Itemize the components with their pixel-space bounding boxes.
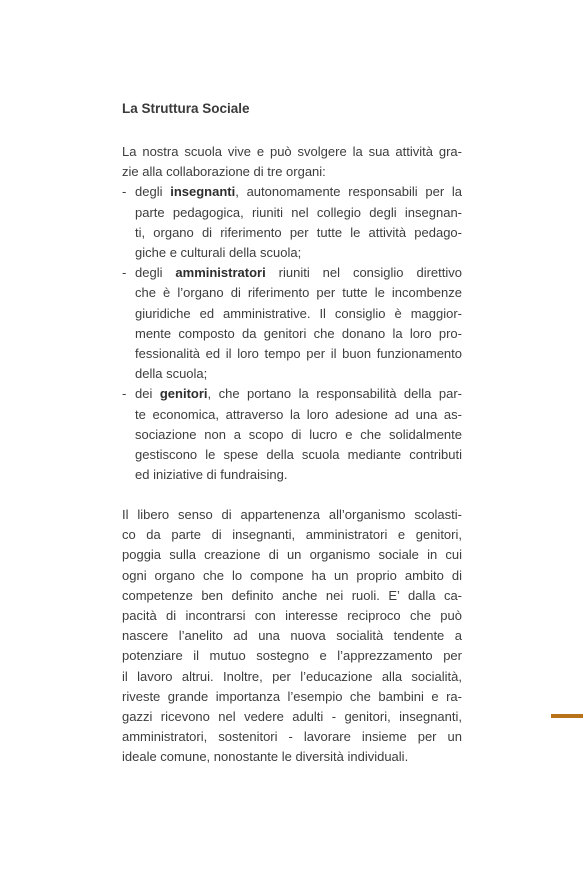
- bullet-text: ti, organo di riferimento per tutte le attività pedago-: [135, 224, 462, 240]
- bullet-line: [135, 324, 462, 344]
- paragraph-line: competenze ben definito anche nei ruoli. E’ dalla ca-: [122, 587, 462, 603]
- bullet-bold-term: amministratori: [175, 265, 266, 281]
- bullet-marker: -: [122, 386, 127, 402]
- intro-line: zie alla collaborazione di tre organi:: [122, 164, 326, 180]
- bullet-text: , autonomamente responsabili per la: [235, 184, 462, 200]
- bullet-text: gestiscono le spese della scuola mediante contributi: [135, 447, 462, 462]
- bullet-text: degli: [135, 265, 176, 281]
- bullet-line: [135, 203, 462, 223]
- bullet-text: giche e culturali della scuola;: [135, 245, 302, 260]
- bullet-text: sociazione non a scopo di lucro e che solidalmente: [135, 426, 462, 442]
- paragraph-line: poggia sulla creazione di un organismo sociale in cui: [122, 547, 462, 563]
- accent-bar: [551, 714, 583, 718]
- bullet-line: [135, 182, 462, 202]
- paragraph-line: pacità di incontrarsi con interesse reciproco che può: [122, 608, 462, 623]
- bullet-text: fessionalità ed il loro tempo per il buon funzionamento: [135, 346, 462, 361]
- bullet-marker: -: [122, 265, 127, 281]
- paragraph-line: potenziare il mutuo sostegno e l’apprezzamento per: [122, 648, 462, 664]
- bullet-bold-term: genitori: [159, 386, 208, 402]
- bullet-line: [135, 243, 462, 263]
- bullet-line: [135, 425, 462, 445]
- paragraph-line: amministratori, sostenitori - lavorare insieme per un: [122, 729, 462, 745]
- bullet-text: te economica, attraverso la loro adesione ad una as-: [135, 406, 462, 422]
- bullet-line: [135, 344, 462, 364]
- bullet-text: che è l’organo di riferimento per tutte le incombenze: [135, 285, 462, 301]
- bullet-line: [135, 223, 462, 243]
- intro-line: La nostra scuola vive e può svolgere la sua attività gra-: [122, 144, 462, 159]
- paragraph-line: il lavoro altrui. Inoltre, per l’educazione alla socialità,: [122, 668, 462, 684]
- bullet-bold-term: insegnanti: [170, 184, 236, 200]
- bullet-text: degli: [135, 184, 171, 200]
- bullet-text: della scuola;: [135, 366, 208, 382]
- bullet-text: , che portano la responsabilità della par-: [207, 386, 462, 402]
- paragraph-line: nascere l’anelito ad una nuova socialità tendente a: [122, 628, 462, 644]
- page-heading: La Struttura Sociale: [122, 101, 250, 116]
- paragraph-line: riveste grande importanza l’esempio che bambini e ra-: [122, 688, 462, 704]
- bullet-text: riuniti nel consiglio direttivo: [265, 265, 462, 281]
- bullet-line: [135, 445, 462, 465]
- bullet-line: [135, 405, 462, 425]
- bullet-line: [135, 304, 462, 324]
- paragraph-line: ideale comune, nonostante le diversità individuali.: [122, 749, 409, 765]
- bullet-text: dei: [135, 386, 160, 402]
- bullet-line: [135, 283, 462, 303]
- bullet-text: mente composto da genitori che donano la loro pro-: [135, 325, 462, 341]
- bullet-line: [135, 384, 462, 404]
- paragraph-line: Il libero senso di appartenenza all’organismo scolasti-: [122, 507, 462, 522]
- paragraph-line: co da parte di insegnanti, amministratori e genitori,: [122, 527, 462, 543]
- bullet-text: giuridiche ed amministrative. Il consiglio è maggior-: [135, 305, 462, 321]
- bullet-text: parte pedagogica, riuniti nel collegio degli insegnan-: [135, 204, 462, 220]
- bullet-marker: -: [122, 184, 127, 200]
- bullet-line: [135, 263, 462, 283]
- bullet-text: ed iniziative di fundraising.: [135, 467, 288, 483]
- bullet-line: [135, 364, 462, 384]
- paragraph-line: gazzi ricevono nel vedere adulti - genitori, insegnanti,: [122, 709, 462, 724]
- bullet-line: [135, 465, 462, 485]
- paragraph-line: ogni organo che lo compone ha un proprio ambito di: [122, 567, 462, 583]
